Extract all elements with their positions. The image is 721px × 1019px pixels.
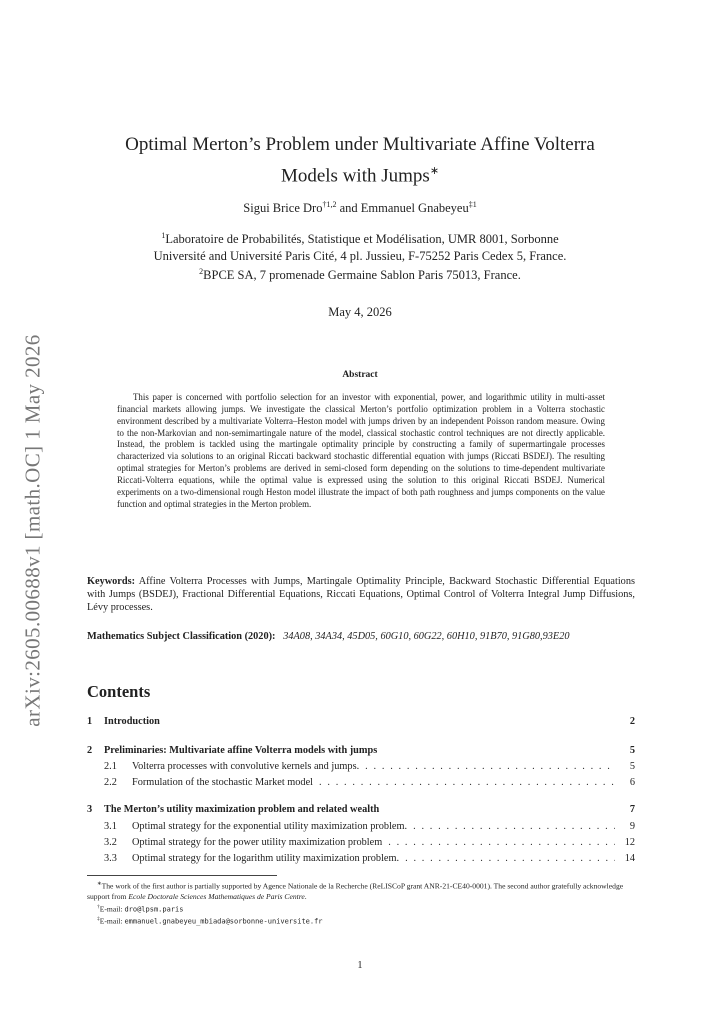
footnote-funding-mark: ∗	[97, 881, 102, 887]
msc-codes: 34A08, 34A34, 45D05, 60G10, 60G22, 60H10, 91B70, 91G80,93E20	[283, 631, 570, 642]
toc-number: 1	[87, 716, 93, 727]
toc-number: 2.1	[104, 761, 117, 772]
abstract-heading: Abstract	[342, 370, 378, 380]
toc-number: 3	[87, 804, 93, 815]
toc-page: 6	[629, 777, 635, 788]
toc-leader	[388, 837, 615, 848]
footnote-funding	[87, 879, 635, 902]
author-joiner: and	[339, 201, 358, 216]
title-line-1: Optimal Merton’s Problem under Multivariate Affine Volterra	[125, 134, 595, 155]
toc-leader	[405, 853, 615, 864]
toc-title: Volterra processes with convolutive kernels and jumps.	[132, 761, 360, 772]
toc-entry-2-1[interactable]	[87, 761, 635, 775]
toc-title: Formulation of the stochastic Market model	[132, 777, 314, 788]
author-1-email-link[interactable]: dro@lpsm.paris	[124, 905, 184, 914]
footnote-email-2-label: E-mail:	[99, 916, 123, 926]
affiliation-2-mark: 2	[199, 267, 204, 277]
toc-leader	[365, 761, 615, 772]
author-2-marks: ‡1	[468, 200, 477, 209]
toc-title: Optimal strategy for the power utility maximization problem	[132, 837, 383, 848]
abstract-text: This paper is concerned with portfolio selection for an investor with exponential, power, and logarithmic utility in multi-asset financial markets allowing jumps. We investigate the classical Merton’s portfolio optimization problem in a Volterra stochastic environment described by a multivariate Volterra–Heston model with jumps driven by an independent Poisson random measure. Owing to the non-Markovian and non-semimartingale nature of the model, classical stochastic control techniques are not directly applicable. Instead, the problem is tackled using the martingale optimality principle by constructing a family of supermartingale processes characterized via solutions to an original Riccati backward stochastic differential equation with jumps (Riccati BSDEJ). The resulting optimal strategies for Merton’s problems are derived in semi-closed form depending on the solutions to time-dependent multivariate Riccati-Volterra equations, while the optimal value is expressed using the solution to this original Riccati BSDEJ. Numerical experiments on a two-dimensional rough Heston model illustrate the impact of both path roughness and jumps components on the value function and optimal strategies in the Merton problem.	[117, 392, 605, 509]
footnote-email-1-label: E-mail:	[99, 904, 123, 914]
msc-label: Mathematics Subject Classification (2020):	[87, 631, 276, 642]
title-line-2: Models with Jumps	[280, 165, 430, 187]
toc-leader	[413, 821, 615, 832]
footnote-funding-italic: Ecole Doctorale Sciences Mathematiques de Paris Centre	[128, 891, 305, 901]
author-2-email-link[interactable]: emmanuel.gnabeyeu_mbiada@sorbonne-universite.fr	[124, 917, 323, 926]
toc-title: Optimal strategy for the exponential utility maximization problem.	[132, 821, 408, 832]
msc-classification	[87, 630, 635, 643]
toc-leader	[319, 777, 615, 788]
keywords-label: Keywords:	[87, 576, 136, 587]
affiliation-2-line: BPCE SA, 7 promenade Germaine Sablon Paris 75013, France.	[203, 268, 521, 283]
toc-entry-section-1[interactable]	[87, 716, 635, 730]
footnote-email-2	[87, 914, 635, 927]
toc-title: The Merton’s utility maximization problem and related wealth	[104, 804, 380, 815]
toc-entry-section-3[interactable]	[87, 804, 635, 818]
paper-title	[90, 131, 630, 189]
toc-entry-3-3[interactable]	[87, 853, 635, 867]
toc-page: 9	[629, 821, 635, 832]
footnote-email-1	[87, 902, 635, 915]
page-number: 1	[357, 960, 363, 971]
author-1-marks: †1,2	[322, 200, 337, 209]
keywords-text: Affine Volterra Processes with Jumps, Martingale Optimality Principle, Backward Stochastic Differential Equations with Jumps (BSDEJ), Fractional Differential Equations, Riccati Equations, Optimal Control of Volterra Integral Jump Diffusions, Lévy processes.	[87, 576, 635, 614]
contents-heading: Contents	[87, 682, 151, 701]
toc-title: Introduction	[104, 716, 160, 727]
affiliation-1-mark: 1	[161, 231, 166, 240]
toc-page: 7	[629, 804, 635, 815]
title-footnote-mark: ∗	[429, 165, 440, 177]
footnote-funding-end: .	[304, 891, 307, 901]
footnote-email-2-mark: ‡	[97, 916, 100, 923]
toc-number: 2.2	[104, 777, 117, 788]
footnote-funding-text: The work of the first author is partially supported by Agence Nationale de la Recherche (ReLISCoP grant ANR-21-CE40-0001). The second author gratefully acknowledge support from	[87, 881, 624, 901]
toc-page: 12	[624, 837, 635, 848]
toc-entry-3-1[interactable]	[87, 821, 635, 835]
affiliation-1-line-1: Laboratoire de Probabilités, Statistique et Modélisation, UMR 8001, Sorbonne	[165, 232, 559, 247]
affiliation-1-line-2: Université and Université Paris Cité, 4 pl. Jussieu, F-75252 Paris Cedex 5, France.	[153, 248, 567, 263]
toc-entry-3-2[interactable]	[87, 837, 635, 851]
toc-page: 5	[629, 761, 635, 772]
toc-page: 14	[624, 853, 635, 864]
toc-number: 2	[87, 745, 93, 756]
paper-date: May 4, 2026	[328, 305, 392, 319]
toc-number: 3.3	[104, 853, 117, 864]
toc-number: 3.2	[104, 837, 117, 848]
author-2: Emmanuel Gnabeyeu	[360, 201, 469, 216]
author-1: Sigui Brice Dro	[243, 201, 323, 216]
toc-title: Optimal strategy for the logarithm utility maximization problem.	[132, 853, 400, 864]
footnotes	[87, 879, 635, 927]
toc-entry-2-2[interactable]	[87, 777, 635, 791]
toc-entry-section-2[interactable]	[87, 745, 635, 759]
affiliations	[90, 228, 630, 284]
footnote-rule	[87, 875, 277, 876]
arxiv-identifier: arXiv:2605.00688v1 [math.OC] 1 May 2026	[20, 333, 45, 727]
author-list	[90, 200, 630, 216]
toc-page: 5	[629, 745, 635, 756]
toc-number: 3.1	[104, 821, 117, 832]
keywords	[87, 575, 635, 615]
toc-title: Preliminaries: Multivariate affine Volterra models with jumps	[104, 745, 378, 756]
toc-page: 2	[629, 716, 635, 727]
footnote-email-1-mark: †	[97, 903, 100, 910]
arxiv-side-stamp	[8, 305, 58, 755]
